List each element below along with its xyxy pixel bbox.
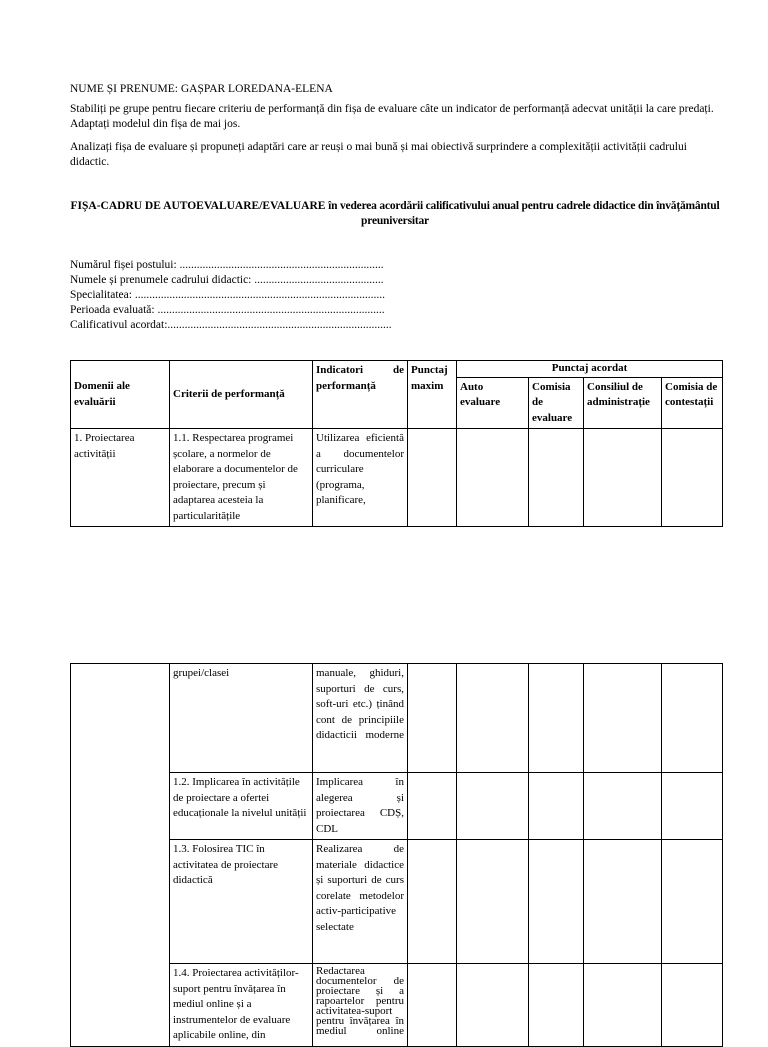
indicator-cell: manuale, ghiduri, suporturi de curs, soft-uri etc.) ținând cont de principiile didacticii moderne xyxy=(313,664,408,773)
header-evaluation-committee: Comisia de evaluare xyxy=(529,377,584,429)
header-self-evaluation: Auto evaluare xyxy=(457,377,529,429)
field-post-number: Numărul fișei postului: ....................................................................... xyxy=(70,259,384,271)
max-points-cell xyxy=(408,429,457,527)
instruction-2: Analizați fișa de evaluare și propuneți adaptări care ar reuși o mai bună și mai obiectivă surprindere a complexității activității cadrului didactic. xyxy=(70,141,687,168)
form-title-bold: FIȘA-CADRU DE AUTOEVALUARE/EVALUARE xyxy=(70,200,326,212)
indicator-cell: Redactarea documentelor de proiectare și a rapoartelor pentru activitatea-suport pentru învățarea în mediul online xyxy=(313,964,408,1047)
appeals-cell xyxy=(662,429,723,527)
evaluation-table-page-1 xyxy=(70,360,723,527)
indicator-cell: Realizarea de materiale didactice și suporturi de curs corelate metodelor activ-participative selectate xyxy=(313,840,408,964)
header-appeals-committee: Comisia de contestații xyxy=(662,377,723,429)
name-line: NUME ȘI PRENUME: GAȘPAR LOREDANA-ELENA xyxy=(70,83,333,95)
header-max-points: Punctaj maxim xyxy=(408,361,457,429)
domain-cell: 1. Proiectarea activității xyxy=(71,429,170,527)
header-indicators: Indicatori de performanță xyxy=(313,361,408,429)
criteria-cell: 1.4. Proiectarea activităților-suport pentru învățarea în mediul online și a instrumentelor de evaluare aplicabile online, din xyxy=(170,964,313,1047)
form-title-rest: în vederea acordării calificativului anual pentru cadrele didactice din învățământul preuniversitar xyxy=(325,200,720,227)
indicator-cell: Implicarea în alegerea și proiectarea CDȘ, CDL xyxy=(313,773,408,840)
criteria-cell: 1.1. Respectarea programei școlare, a normelor de elaborare a documentelor de proiectare, precum și adaptarea acesteia la particularitățile xyxy=(170,429,313,527)
field-specialty: Specialitatea: ....................................................................................... xyxy=(70,289,385,301)
table-row xyxy=(71,429,723,527)
header-board: Consiliul de administrație xyxy=(584,377,662,429)
self-eval-cell xyxy=(457,429,529,527)
evaluation-table-page-2 xyxy=(70,663,723,1047)
criteria-cell: grupei/clasei xyxy=(170,664,313,773)
domain-cell xyxy=(71,664,170,1047)
table-row xyxy=(71,664,723,773)
field-teacher-name: Numele și prenumele cadrului didactic: ............................................. xyxy=(70,274,384,286)
header-criteria: Criterii de performanță xyxy=(170,361,313,429)
indicator-cell: Utilizarea eficientă a documentelor curriculare (programa, planificare, xyxy=(313,429,408,527)
field-period: Perioada evaluată: ............................................................................... xyxy=(70,304,385,316)
committee-cell xyxy=(529,429,584,527)
criteria-cell: 1.3. Folosirea TIC în activitatea de proiectare didactică xyxy=(170,840,313,964)
criteria-cell: 1.2. Implicarea în activitățile de proiectare a ofertei educaționale la nivelul unității xyxy=(170,773,313,840)
field-rating: Calificativul acordat:.............................................................................. xyxy=(70,319,392,331)
header-awarded: Punctaj acordat xyxy=(457,361,723,378)
board-cell xyxy=(584,429,662,527)
instruction-1: Stabiliți pe grupe pentru fiecare criteriu de performanță din fișa de evaluare câte un indicator de performanță adecvat unității la care predați. Adaptați modelul din fișa de mai jos. xyxy=(70,103,714,130)
form-title xyxy=(70,199,720,229)
header-domain: Domenii ale evaluării xyxy=(71,361,170,429)
